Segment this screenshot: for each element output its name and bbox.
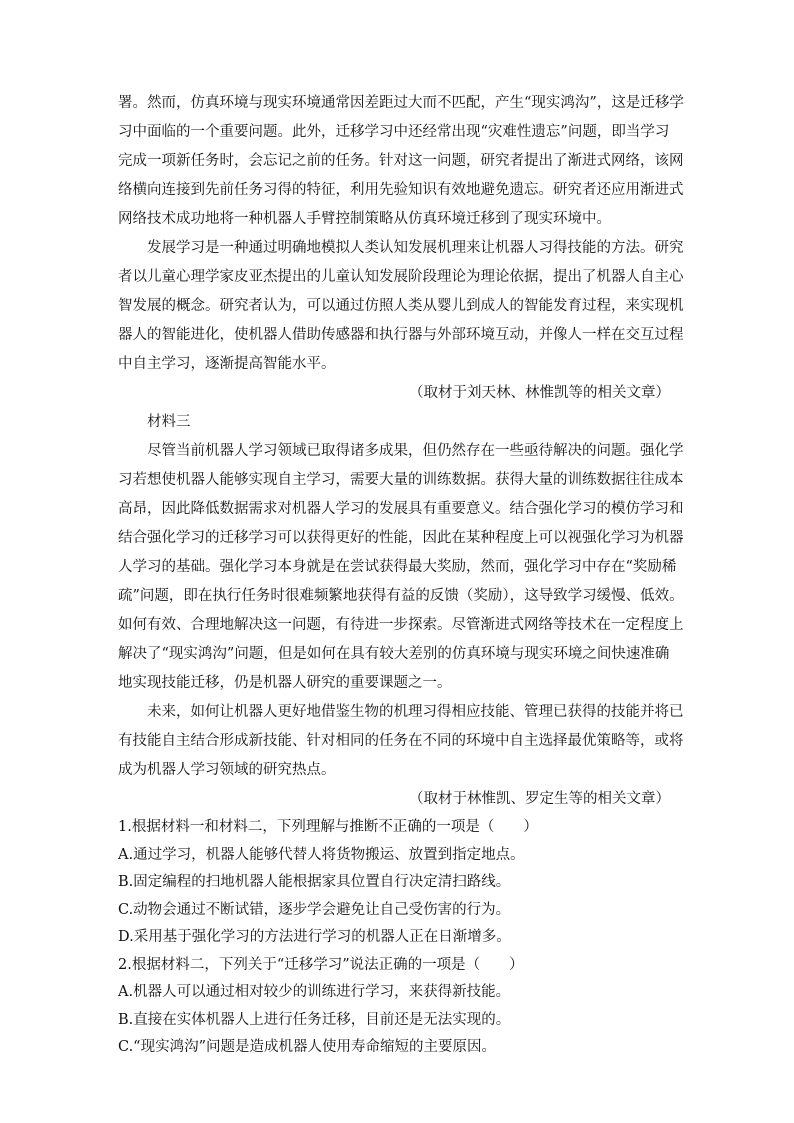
question-list <box>118 814 670 1062</box>
text-line: 习若想使机器人能够实现自主学习，需要大量的训练数据。获得大量的训练数据往往成本 <box>118 472 684 488</box>
question-stem: 1.根据材料一和材料二，下列理解与推断不正确的一项是（ ） <box>118 819 538 835</box>
answer-option: B.直接在实体机器人上进行任务迁移，目前还是无法实现的。 <box>118 1011 511 1028</box>
text-line: 者以儿童心理学家皮亚杰提出的儿童认知发展阶段理论为理论依据，提出了机器人自主心 <box>118 269 684 285</box>
text-line: 成为机器人学习领域的研究热点。 <box>118 762 336 778</box>
text-line: 完成一项新任务时，会忘记之前的任务。针对这一问题，研究者提出了渐进式网络，该网 <box>118 153 684 169</box>
answer-option: C.“现实鸿沟”问题是造成机器人使用寿命缩短的主要原因。 <box>118 1039 497 1055</box>
section-heading: 材料三 <box>147 414 191 430</box>
text-line: 如何有效、合理地解决这一问题，有待进一步探索。尽管渐进式网络等技术在一定程度上 <box>118 617 684 633</box>
text-line: 地实现技能迁移，仍是机器人研究的重要课题之一。 <box>118 675 452 691</box>
text-line: 署。然而，仿真环境与现实环境通常因差距过大而不匹配，产生“现实鸿沟”，这是迁移学 <box>118 95 684 111</box>
paragraph <box>118 698 684 785</box>
text-line: 器人的智能进化，使机器人借助传感器和执行器与外部环境互动，并像人一样在交互过程 <box>118 327 684 343</box>
answer-option: A.机器人可以通过相对较少的训练进行学习，来获得新技能。 <box>118 984 511 1000</box>
answer-option: B.固定编程的扫地机器人能根据家具位置自行决定清扫路线。 <box>118 874 511 890</box>
paragraph <box>118 89 684 234</box>
answer-option: C.动物会通过不断试错，逐步学会避免让自己受伤害的行为。 <box>118 901 511 918</box>
answer-option: A.通过学习，机器人能够代替人将货物搬运、放置到指定地点。 <box>118 846 525 863</box>
answer-option: D.采用基于强化学习的方法进行学习的机器人正在日渐增多。 <box>118 929 511 945</box>
text-line: 习中面临的一个重要问题。此外，迁移学习中还经常出现“灾难性遗忘”问题，即当学习 <box>118 124 670 140</box>
document-page <box>118 89 684 1062</box>
text-line: 人学习的基础。强化学习本身就是在尝试获得最大奖励，然而，强化学习中存在“奖励稀 <box>118 559 677 575</box>
text-line: 网络技术成功地将一种机器人手臂控制策略从仿真环境迁移到了现实环境中。 <box>118 211 611 227</box>
text-line: 有技能自主结合形成新技能、针对相同的任务在不同的环境中自主选择最优策略等，或将 <box>118 733 684 749</box>
text-line: 尽管当前机器人学习领域已取得诸多成果，但仍然存在一些亟待解决的问题。强化学 <box>147 443 684 459</box>
question-stem: 2.根据材料二，下列关于“迁移学习”说法正确的一项是（ ） <box>118 956 524 973</box>
text-line: 高昂，因此降低数据需求对机器人学习的发展具有重要意义。结合强化学习的模仿学习和 <box>118 501 684 517</box>
text-line: 结合强化学习的迁移学习可以获得更好的性能，因此在某种程度上可以视强化学习为机器 <box>118 530 684 546</box>
text-line: 络横向连接到先前任务习得的特征，利用先验知识有效地避免遗忘。研究者还应用渐进式 <box>118 182 684 198</box>
source-citation: （取材于林惟凯、罗定生等的相关文章） <box>409 791 670 807</box>
text-line: 智发展的概念。研究者认为，可以通过仿照人类从婴儿到成人的智能发育过程，来实现机 <box>118 298 684 314</box>
paragraph <box>118 437 684 698</box>
text-line: 疏”问题，即在执行任务时很难频繁地获得有益的反馈（奖励），这导致学习缓慢、低效。 <box>118 588 684 604</box>
paragraph <box>118 234 684 379</box>
text-line: 发展学习是一种通过明确地模拟人类认知发展机理来让机器人习得技能的方法。研究 <box>147 240 684 256</box>
text-line: 未来，如何让机器人更好地借鉴生物的机理习得相应技能、管理已获得的技能并将已 <box>147 704 684 720</box>
source-citation: （取材于刘天林、林惟凯等的相关文章） <box>409 385 670 401</box>
text-line: 解决了“现实鸿沟”问题，但是如何在具有较大差别的仿真环境与现实环境之间快速准确 <box>118 646 670 662</box>
text-line: 中自主学习，逐渐提高智能水平。 <box>118 356 336 372</box>
